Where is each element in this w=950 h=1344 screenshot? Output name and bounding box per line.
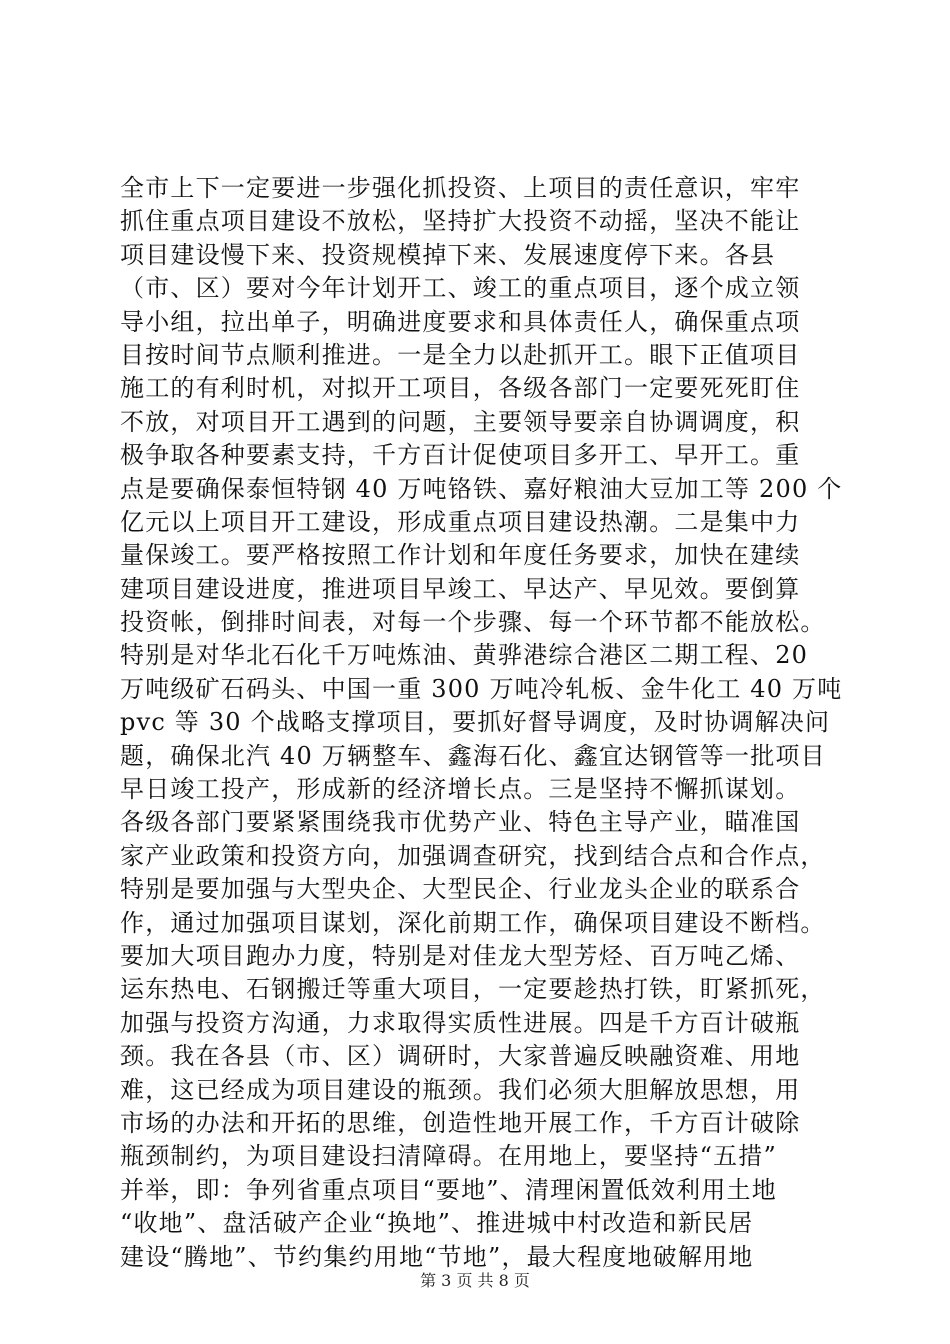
text-line: 早日竣工投产，形成新的经济增长点。三是坚持不懈抓谋划。 <box>120 775 801 804</box>
text-line: 加强与投资方沟通，力求取得实质性进展。四是千方百计破瓶 <box>120 1008 801 1037</box>
text-line: pvc 等 30 个战略支撑项目，要抓好督导调度，及时协调解决问 <box>120 708 831 737</box>
text-line: 亿元以上项目开工建设，形成重点项目建设热潮。二是集中力 <box>120 507 801 536</box>
text-line: 并举，即：争列省重点项目“要地”、清理闲置低效利用土地 <box>120 1175 777 1204</box>
text-line: “收地”、盘活破产企业“换地”、推进城中村改造和新民居 <box>120 1209 754 1238</box>
text-line: （市、区）要对今年计划开工、竣工的重点项目，逐个成立领 <box>120 274 801 303</box>
text-line: 题，确保北汽 40 万辆整车、鑫海石化、鑫宜达钢管等一批项目 <box>120 741 826 770</box>
text-line: 抓住重点项目建设不放松，坚持扩大投资不动摇，坚决不能让 <box>120 207 801 236</box>
text-line: 建设“腾地”、节约集约用地“节地”，最大程度地破解用地 <box>120 1242 754 1271</box>
text-line: 颈。我在各县（市、区）调研时，大家普遍反映融资难、用地 <box>120 1042 801 1071</box>
text-line: 特别是对华北石化千万吨炼油、黄骅港综合港区二期工程、20 <box>120 641 809 670</box>
text-line: 各级各部门要紧紧围绕我市优势产业、特色主导产业，瞄准国 <box>120 808 801 837</box>
text-line: 极争取各种要素支持，千方百计促使项目多开工、早开工。重 <box>120 441 801 470</box>
text-line: 全市上下一定要进一步强化抓投资、上项目的责任意识，牢牢 <box>120 174 801 202</box>
body-text <box>120 172 843 1274</box>
text-line: 量保竣工。要严格按照工作计划和年度任务要求，加快在建续 <box>120 541 801 570</box>
text-line: 施工的有利时机，对拟开工项目，各级各部门一定要死死盯住 <box>120 374 801 403</box>
text-line: 项目建设慢下来、投资规模掉下来、发展速度停下来。各县 <box>120 240 776 269</box>
text-line: 要加大项目跑办力度，特别是对佳龙大型芳烃、百万吨乙烯、 <box>120 941 801 970</box>
text-line: 点是要确保泰恒特钢 40 万吨铬铁、嘉好粮油大豆加工等 200 个 <box>120 474 843 503</box>
text-line: 导小组，拉出单子，明确进度要求和具体责任人，确保重点项 <box>120 307 801 336</box>
text-line: 特别是要加强与大型央企、大型民企、行业龙头企业的联系合 <box>120 875 801 904</box>
text-line: 建项目建设进度，推进项目早竣工、早达产、早见效。要倒算 <box>120 574 801 603</box>
page-footer <box>0 1271 950 1291</box>
text-line: 作，通过加强项目谋划，深化前期工作，确保项目建设不断档。 <box>120 908 826 937</box>
page-number: 第 3 页 共 8 页 <box>420 1271 530 1290</box>
text-line: 目按时间节点顺利推进。一是全力以赴抓开工。眼下正值项目 <box>120 340 801 369</box>
text-line: 家产业政策和投资方向，加强调查研究，找到结合点和合作点， <box>120 841 826 870</box>
text-line: 运东热电、石钢搬迁等重大项目，一定要趁热打铁，盯紧抓死， <box>120 975 826 1004</box>
text-line: 市场的办法和开拓的思维，创造性地开展工作，千方百计破除 <box>120 1108 801 1137</box>
text-line: 瓶颈制约，为项目建设扫清障碍。在用地上，要坚持“五措” <box>120 1142 777 1171</box>
text-line: 万吨级矿石码头、中国一重 300 万吨冷轧板、金牛化工 40 万吨 <box>120 674 843 703</box>
text-line: 难，这已经成为项目建设的瓶颈。我们必须大胆解放思想，用 <box>120 1075 801 1104</box>
text-line: 不放，对项目开工遇到的问题，主要领导要亲自协调调度，积 <box>120 407 801 436</box>
text-line: 投资帐，倒排时间表，对每一个步骤、每一个环节都不能放松。 <box>120 608 826 637</box>
